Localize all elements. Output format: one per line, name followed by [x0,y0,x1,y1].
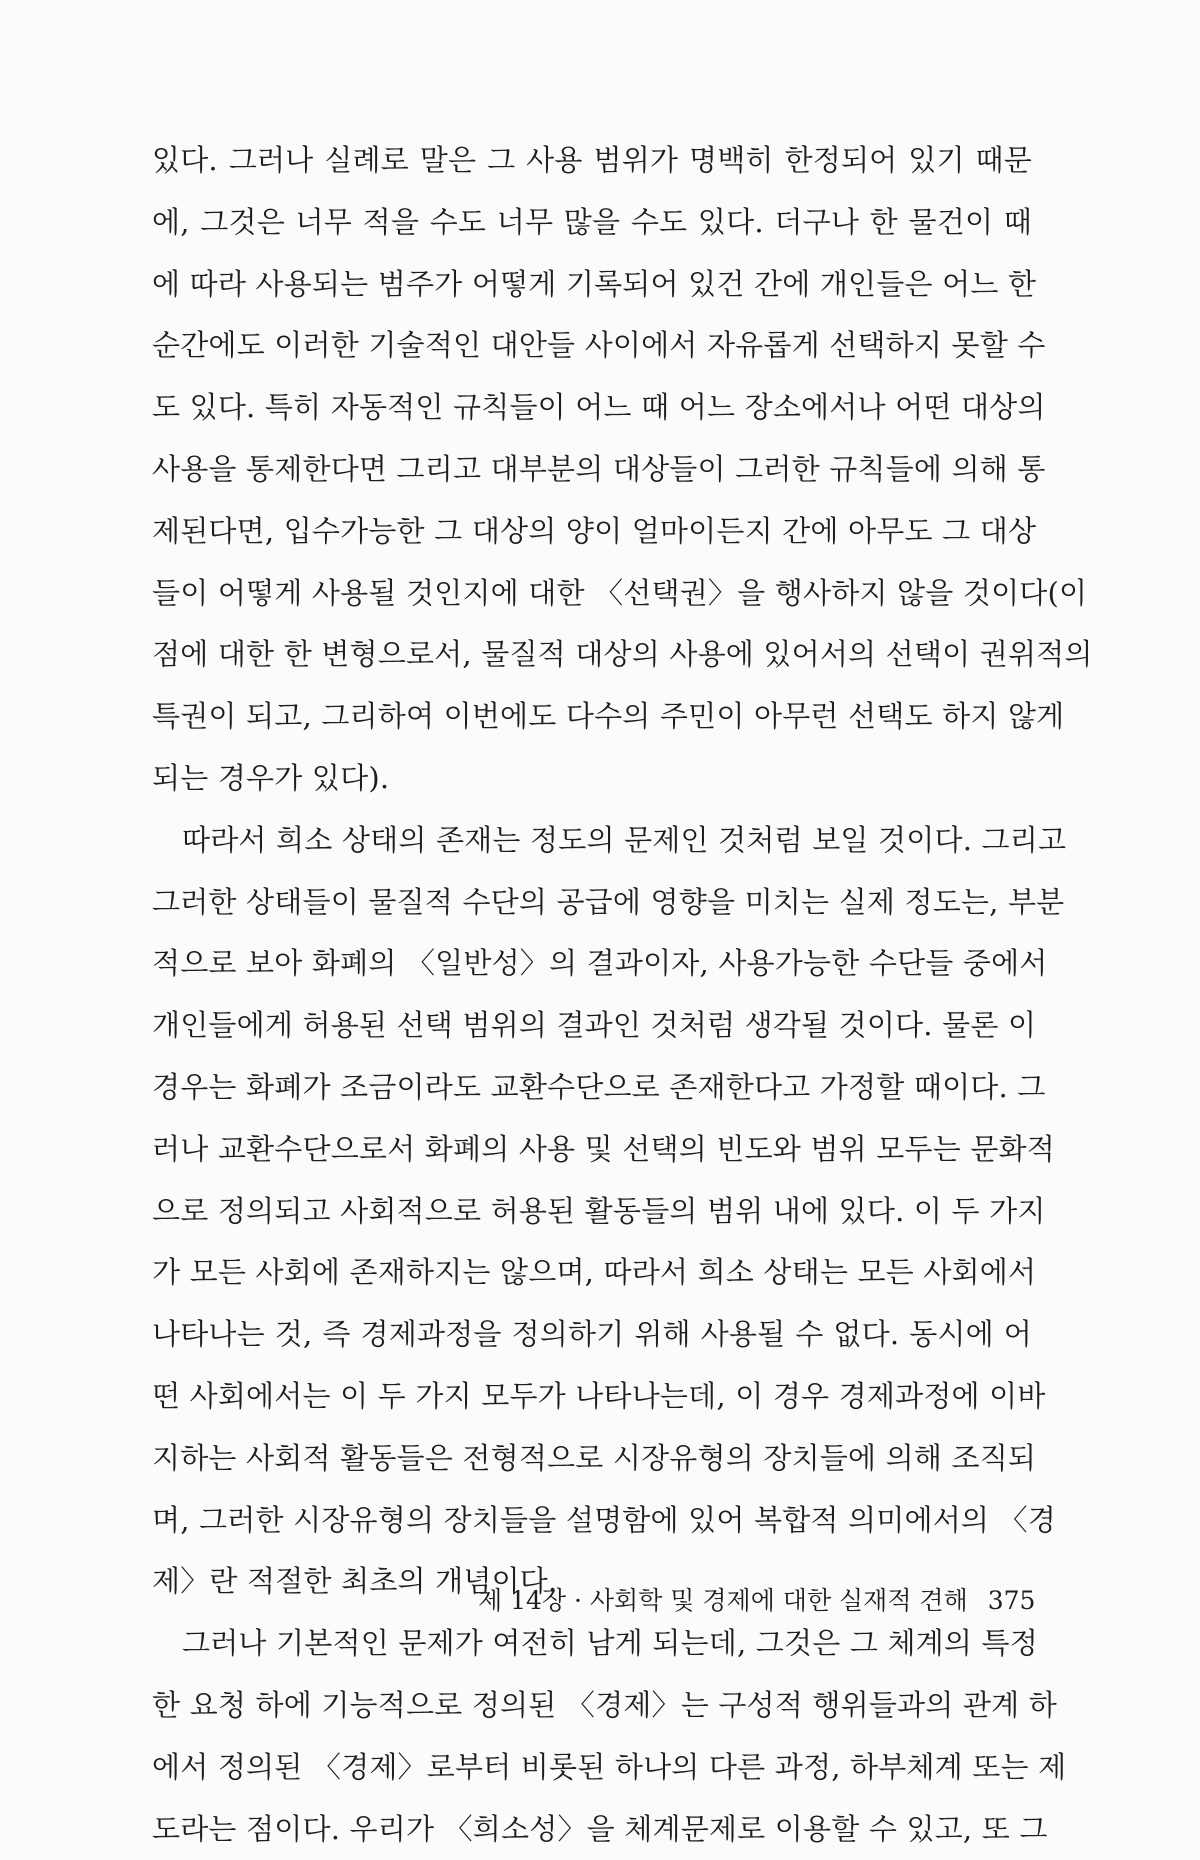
running-title: 제 14장 · 사회학 및 경제에 대한 실재적 견해 [478,1586,968,1615]
page-footer [478,1583,1036,1619]
text-line: 점에 대한 한 변형으로서, 물질적 대상의 사용에 있어서의 선택이 권위적의 [152,637,1093,672]
paragraph-1 [152,130,1093,810]
text-line: 적으로 보아 화폐의 〈일반성〉의 결과이자, 사용가능한 수단들 중에서 [152,946,1048,981]
paragraph-3 [152,1613,1067,1860]
text-line: 에 따라 사용되는 범주가 어떻게 기록되어 있건 간에 개인들은 어느 한 [152,266,1037,301]
text-line: 특권이 되고, 그리하여 이번에도 다수의 주민이 아무런 선택도 하지 않게 [152,699,1065,734]
text-line: 제〉란 적절한 최초의 개념이다. [152,1564,558,1599]
text-line: 러나 교환수단으로서 화폐의 사용 및 선택의 빈도와 범위 모두는 문화적 [152,1131,1055,1166]
text-line: 가 모든 사회에 존재하지는 않으며, 따라서 희소 상태는 모든 사회에서 [152,1255,1037,1290]
text-line: 개인들에게 허용된 선택 범위의 결과인 것처럼 생각될 것이다. 물론 이 [152,1008,1037,1043]
text-line: 지하는 사회적 활동들은 전형적으로 시장유형의 장치들에 의해 조직되 [152,1440,1037,1475]
text-line: 떤 사회에서는 이 두 가지 모두가 나타나는데, 이 경우 경제과정에 이바 [152,1378,1046,1413]
text-line: 도 있다. 특히 자동적인 규칙들이 어느 때 어느 장소에서나 어떤 대상의 [152,390,1046,425]
text-line: 그러나 기본적인 문제가 여전히 남게 되는데, 그것은 그 체계의 특정 [182,1626,1038,1661]
text-line: 제된다면, 입수가능한 그 대상의 양이 얼마이든지 간에 아무도 그 대상 [152,513,1037,548]
text-line: 에서 정의된 〈경제〉로부터 비롯된 하나의 다른 과정, 하부체계 또는 제 [152,1749,1067,1784]
text-line: 따라서 희소 상태의 존재는 정도의 문제인 것처럼 보일 것이다. 그리고 [182,822,1067,857]
text-line: 사용을 통제한다면 그리고 대부분의 대상들이 그러한 규칙들에 의해 통 [152,451,1046,486]
text-line: 도라는 점이다. 우리가 〈희소성〉을 체계문제로 이용할 수 있고, 또 그 [152,1811,1048,1846]
text-line: 나타나는 것, 즉 경제과정을 정의하기 위해 사용될 수 없다. 동시에 어 [152,1317,1032,1352]
text-line: 며, 그러한 시장유형의 장치들을 설명함에 있어 복합적 의미에서의 〈경 [152,1502,1056,1537]
text-line: 경우는 화폐가 조금이라도 교환수단으로 존재한다고 가정할 때이다. 그 [152,1069,1046,1104]
paragraph-2 [152,810,1067,1613]
text-line: 으로 정의되고 사회적으로 허용된 활동들의 범위 내에 있다. 이 두 가지 [152,1193,1046,1228]
text-line: 들이 어떻게 사용될 것인지에 대한 〈선택권〉을 행사하지 않을 것이다(이 [152,575,1088,610]
text-line: 한 요청 하에 기능적으로 정의된 〈경제〉는 구성적 행위들과의 관계 하 [152,1687,1057,1722]
page-number: 375 [987,1586,1036,1615]
text-line: 순간에도 이러한 기술적인 대안들 사이에서 자유롭게 선택하지 못할 수 [152,328,1046,363]
text-line: 에, 그것은 너무 적을 수도 너무 많을 수도 있다. 더구나 한 물건이 때 [152,204,1032,239]
text-line: 있다. 그러나 실례로 말은 그 사용 범위가 명백히 한정되어 있기 때문 [152,143,1032,177]
text-line: 그러한 상태들이 물질적 수단의 공급에 영향을 미치는 실제 정도는, 부분 [152,884,1065,919]
text-line: 되는 경우가 있다). [152,760,390,795]
